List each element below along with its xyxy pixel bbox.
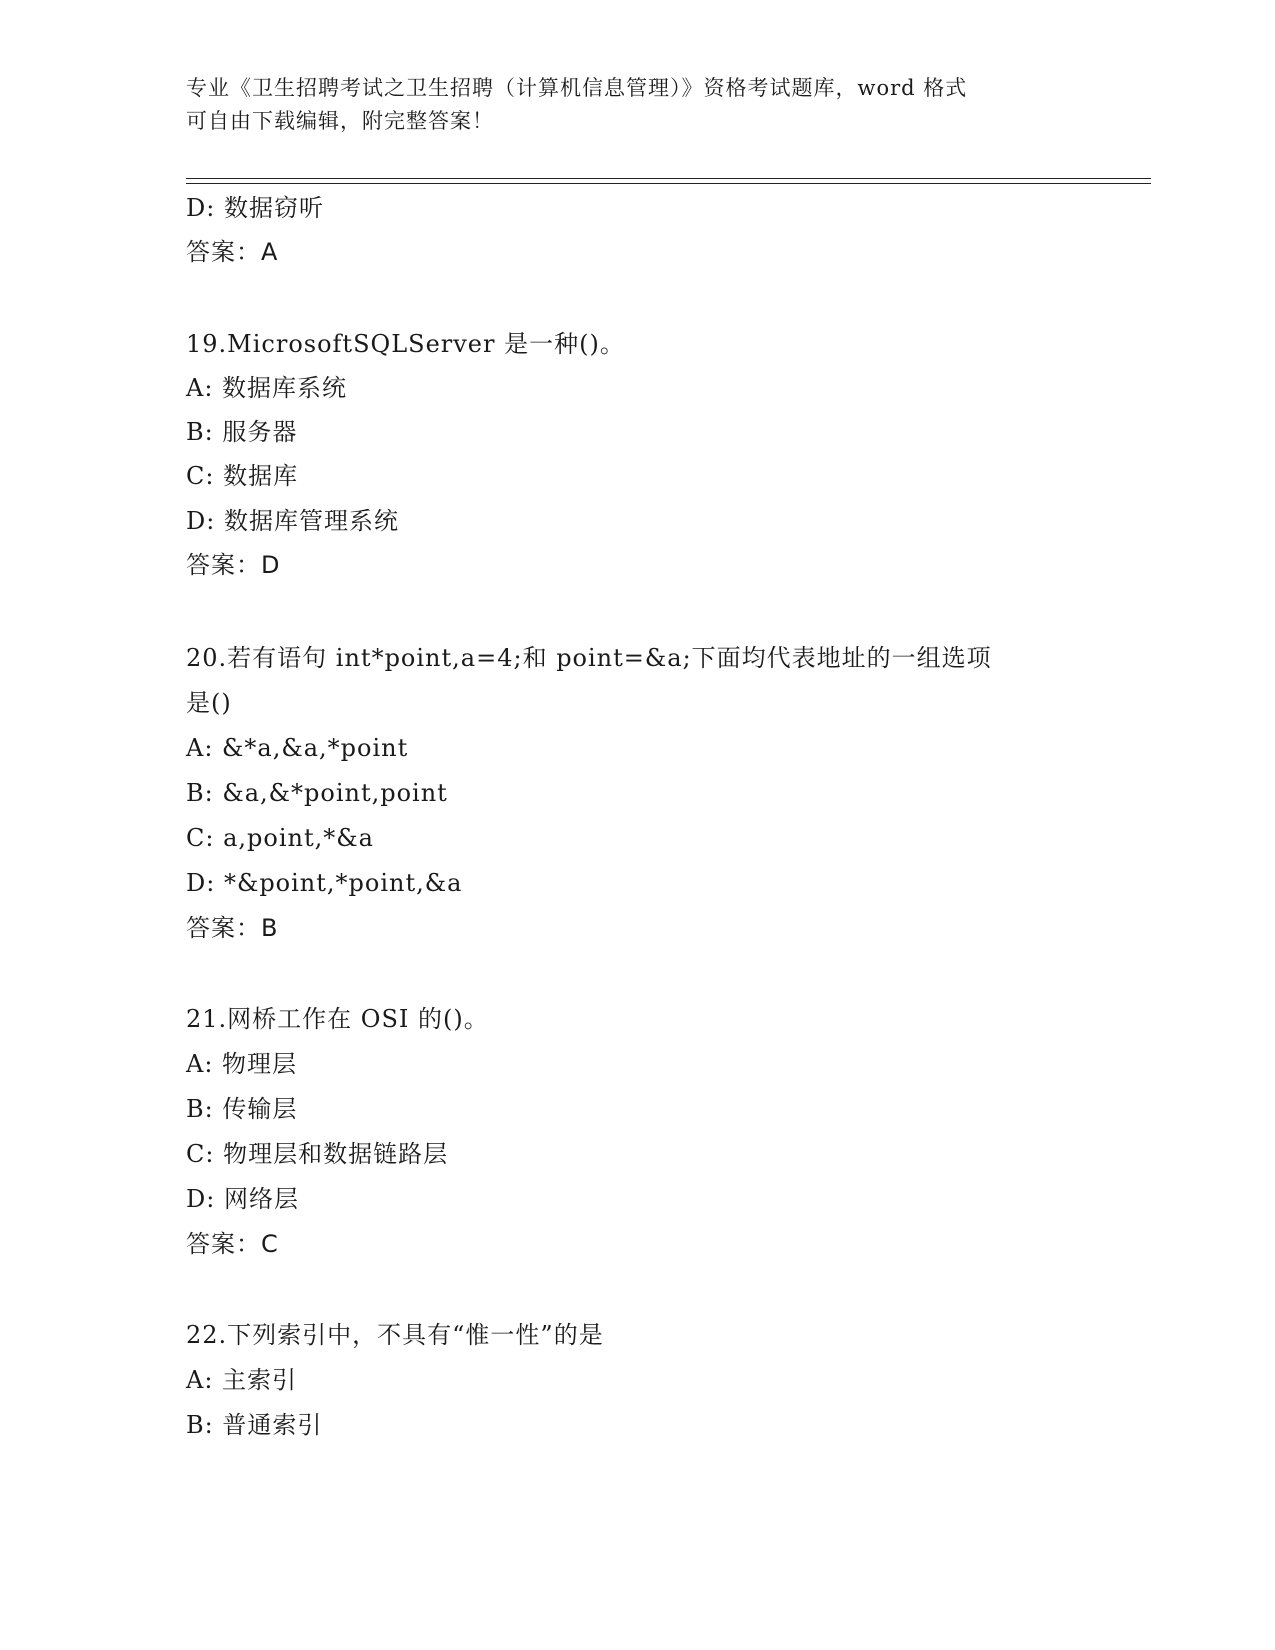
q20-stem-line-1: 20.若有语句 int*point,a=4;和 point=&a;下面均代表地址的一组选项	[186, 644, 992, 672]
header-divider-bottom	[186, 183, 1151, 184]
q21-option-b: B: 传输层	[186, 1095, 298, 1123]
q19-stem: 19.MicrosoftSQLServer 是一种()。	[186, 330, 625, 358]
q19-answer: 答案：D	[186, 551, 281, 579]
q19-option-b: B: 服务器	[186, 418, 298, 446]
q20-option-c: C: a,point,*&a	[186, 824, 374, 852]
header-line-2: 可自由下载编辑，附完整答案！	[186, 109, 494, 133]
q22-option-b: B: 普通索引	[186, 1411, 323, 1439]
q21-option-a: A: 物理层	[186, 1050, 298, 1078]
q22-option-a: A: 主索引	[186, 1366, 298, 1394]
q19-option-c: C: 数据库	[186, 462, 299, 490]
header-divider-top	[186, 178, 1151, 179]
q19-option-d: D: 数据库管理系统	[186, 507, 399, 535]
prev-option-d: D: 数据窃听	[186, 194, 324, 222]
q20-option-a: A: &*a,&a,*point	[186, 734, 409, 762]
q21-answer: 答案：C	[186, 1230, 279, 1258]
q20-answer: 答案：B	[186, 914, 279, 942]
q22-stem: 22.下列索引中，不具有“惟一性”的是	[186, 1321, 604, 1349]
q21-option-c: C: 物理层和数据链路层	[186, 1140, 449, 1168]
q19-option-a: A: 数据库系统	[186, 374, 348, 402]
q21-stem: 21.网桥工作在 OSI 的()。	[186, 1005, 489, 1033]
q21-option-d: D: 网络层	[186, 1185, 299, 1213]
q20-stem-line-2: 是()	[186, 689, 232, 717]
q20-option-b: B: &a,&*point,point	[186, 779, 448, 807]
q20-option-d: D: *&point,*point,&a	[186, 869, 463, 897]
header-line-1: 专业《卫生招聘考试之卫生招聘（计算机信息管理）》资格考试题库，word 格式	[186, 76, 968, 100]
prev-answer: 答案：A	[186, 238, 279, 266]
document-header	[186, 72, 1086, 138]
